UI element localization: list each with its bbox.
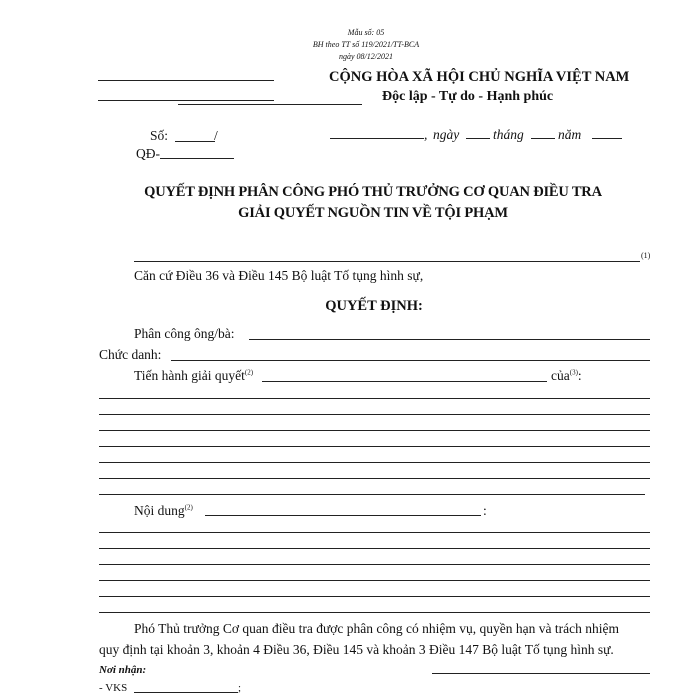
resolve-blank [262,381,547,382]
assign-label: Phân công ông/bà: [134,326,235,341]
position-blank [171,360,650,361]
responsibility-line-1: Phó Thủ trưởng Cơ quan điều tra được phân công có nhiệm vụ, quyền hạn và trách nhiệm [134,621,619,636]
content-detail-line-5 [99,596,650,597]
decision-code-blank [160,158,234,159]
recipient-vks: - VKS [99,682,128,694]
year-label: năm [558,127,582,142]
form-issued-by: BH theo TT số 119/2021/TT-BCA [312,40,420,49]
agency-underline [178,104,362,105]
date-comma: , [424,127,428,142]
recipient-vks-blank [134,692,238,693]
number-separator: / [214,128,218,143]
position-label: Chức danh: [99,347,162,362]
content-detail-line-1 [99,532,650,533]
resolve-detail-line-3 [99,430,650,431]
national-name: CỘNG HÒA XÃ HỘI CHỦ NGHĨA VIỆT NAM [329,69,630,85]
resolve-detail-line-7 [99,494,645,495]
resolve-detail-line-1 [99,398,650,399]
legal-basis: Căn cứ Điều 36 và Điều 145 Bộ luật Tố tụng hình sự, [134,268,424,283]
national-motto: Độc lập - Tự do - Hạnh phúc [382,89,554,104]
content-detail-line-3 [99,564,650,565]
title-line-2: GIẢI QUYẾT NGUỒN TIN VỀ TỘI PHẠM [238,205,508,221]
form-number: Mẫu số: 05 [347,28,385,37]
form-issued-date: ngày 08/12/2021 [339,52,393,61]
decision-type-code: QĐ- [136,146,160,161]
resolve-detail-line-4 [99,446,650,447]
responsibility-line-2: quy định tại khoản 3, khoản 4 Điều 36, Điều 145 và khoản 3 Điều 147 Bộ luật Tố tụng hình sự. [99,642,614,657]
note-1: (1) [641,251,651,260]
day-label: ngày [433,127,460,142]
title-line-1: QUYẾT ĐỊNH PHÂN CÔNG PHÓ THỦ TRƯỞNG CƠ QUAN ĐIỀU TRA [144,184,602,200]
recipient-vks-semicolon: ; [238,682,242,694]
of-label: của$^{(3)}$: [551,368,582,383]
decision-heading: QUYẾT ĐỊNH: [325,298,423,314]
authority-blank [134,261,640,262]
agency-line-2 [98,100,274,101]
month-blank [531,138,555,139]
number-blank [175,141,215,142]
resolve-detail-line-2 [99,414,650,415]
month-label: tháng [493,127,524,142]
content-detail-line-2 [99,548,650,549]
content-colon: : [483,503,487,518]
signature-blank [432,673,650,674]
content-label: Nội dung$^{(2)}$ [134,503,193,518]
number-label: Số: [150,128,169,143]
place-blank [330,138,424,139]
agency-line-1 [98,80,274,81]
content-blank [205,515,481,516]
resolve-detail-line-5 [99,462,650,463]
resolve-detail-line-6 [99,478,650,479]
recipients-label: Nơi nhận: [99,664,147,676]
content-detail-line-4 [99,580,650,581]
resolve-label: Tiến hành giải quyết$^{(2)}$ [134,368,254,383]
day-blank [466,138,490,139]
year-blank [592,138,622,139]
assign-blank [249,339,650,340]
content-detail-line-6 [99,612,650,613]
